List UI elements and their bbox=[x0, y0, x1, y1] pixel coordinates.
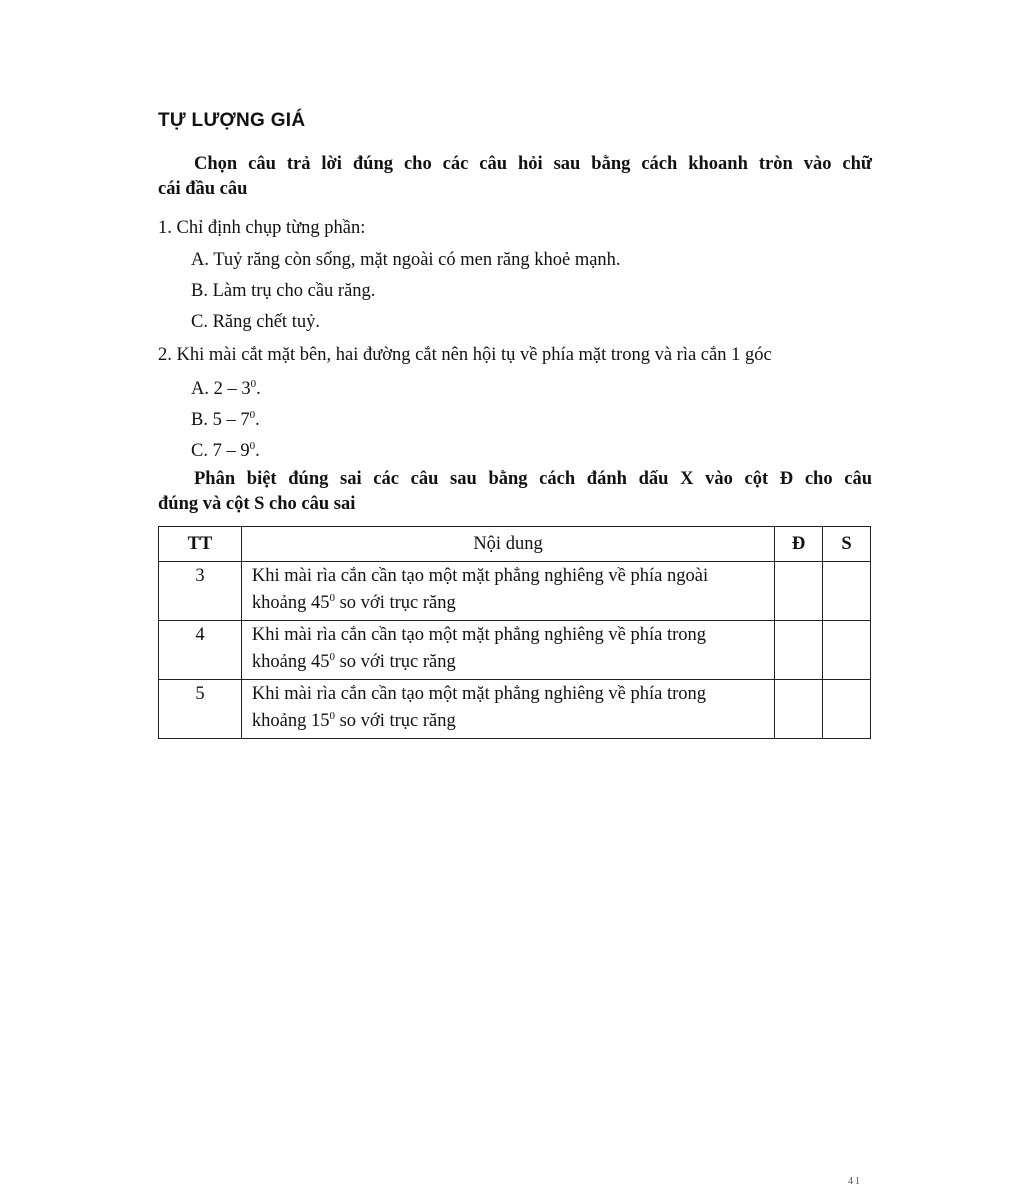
instruction-line: đúng và cột S cho câu sai bbox=[158, 494, 356, 514]
row-number: 4 bbox=[159, 621, 242, 680]
instruction-true-false bbox=[158, 467, 872, 517]
true-false-table bbox=[158, 526, 871, 739]
instruction-line: Phân biệt đúng sai các câu sau bằng cách đánh dấu X vào cột Đ cho câu bbox=[194, 469, 872, 489]
question-1-option-c: C. Răng chết tuỷ. bbox=[191, 312, 320, 332]
row-content: Khi mài rìa cắn cần tạo một mặt phẳng nghiêng về phía ngoài khoảng $45^0$ so với trục răng bbox=[241, 562, 774, 621]
true-checkbox-cell[interactable] bbox=[775, 562, 823, 621]
header-true: Đ bbox=[775, 527, 823, 562]
instruction-line: cái đầu câu bbox=[158, 179, 248, 199]
instruction-line: Chọn câu trả lời đúng cho các câu hỏi sau bằng cách khoanh tròn vào chữ bbox=[194, 154, 872, 174]
header-false: S bbox=[823, 527, 871, 562]
question-1-option-b: B. Làm trụ cho cầu răng. bbox=[191, 281, 376, 301]
question-2-option-a: A. $2 - 3^0$. bbox=[191, 378, 261, 400]
table-row bbox=[159, 562, 871, 621]
true-checkbox-cell[interactable] bbox=[775, 621, 823, 680]
row-number: 3 bbox=[159, 562, 242, 621]
false-checkbox-cell[interactable] bbox=[823, 562, 871, 621]
row-number: 5 bbox=[159, 680, 242, 739]
table-header-row bbox=[159, 527, 871, 562]
row-content: Khi mài rìa cắn cần tạo một mặt phẳng nghiêng về phía trong khoảng $15^0$ so với trục răng bbox=[241, 680, 774, 739]
table-row bbox=[159, 680, 871, 739]
instruction-multiple-choice bbox=[158, 152, 872, 202]
question-2-option-b: B. $5 - 7^0$. bbox=[191, 409, 260, 431]
question-1-stem: 1. Chỉ định chụp từng phần: bbox=[158, 218, 366, 238]
false-checkbox-cell[interactable] bbox=[823, 621, 871, 680]
question-2-stem: 2. Khi mài cắt mặt bên, hai đường cắt nên hội tụ về phía mặt trong và rìa cắn 1 góc bbox=[158, 345, 772, 365]
false-checkbox-cell[interactable] bbox=[823, 680, 871, 739]
header-content: Nội dung bbox=[241, 527, 774, 562]
section-title: TỰ LƯỢNG GIÁ bbox=[158, 110, 306, 131]
table-row bbox=[159, 621, 871, 680]
row-content: Khi mài rìa cắn cần tạo một mặt phẳng nghiêng về phía trong khoảng $45^0$ so với trục răng bbox=[241, 621, 774, 680]
true-checkbox-cell[interactable] bbox=[775, 680, 823, 739]
header-tt: TT bbox=[159, 527, 242, 562]
page-number: 41 bbox=[848, 1176, 862, 1187]
question-1-option-a: A. Tuỷ răng còn sống, mặt ngoài có men răng khoẻ mạnh. bbox=[191, 250, 621, 270]
question-2-option-c: C. $7 - 9^0$. bbox=[191, 440, 260, 462]
